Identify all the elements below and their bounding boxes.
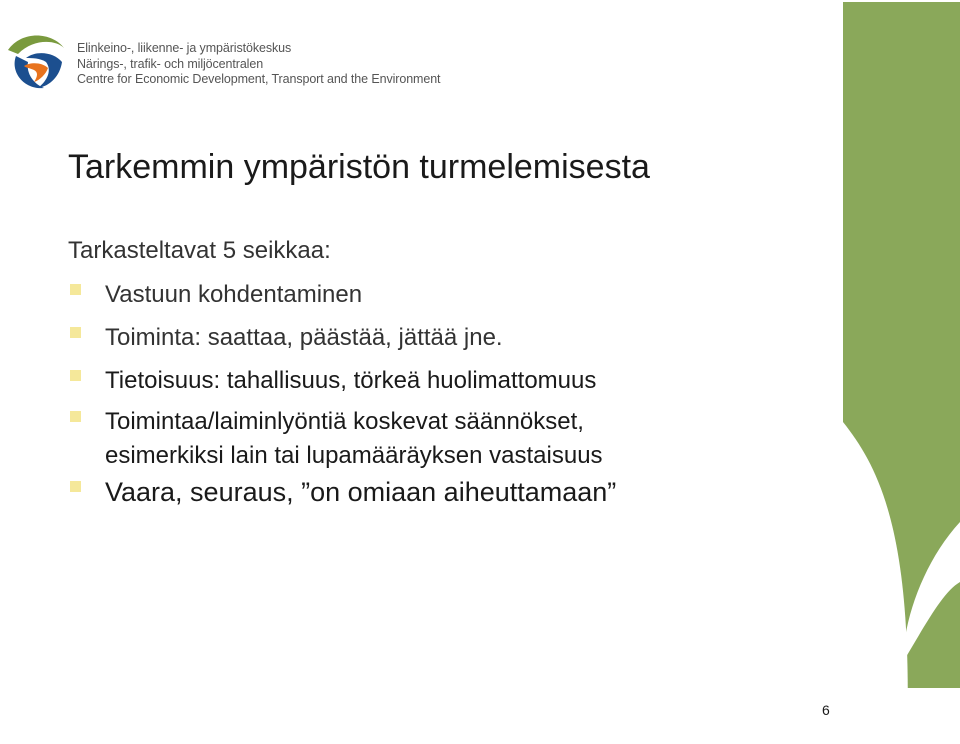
square-bullet-icon bbox=[70, 284, 81, 295]
bullet-text-line: esimerkiksi lain tai lupamääräyksen vastaisuus bbox=[105, 442, 603, 469]
page-number: 6 bbox=[822, 702, 830, 718]
organization-name bbox=[77, 41, 440, 88]
org-name-finnish: Elinkeino-, liikenne- ja ympäristökeskus bbox=[77, 41, 292, 55]
square-bullet-icon bbox=[70, 370, 81, 381]
square-bullet-icon bbox=[70, 481, 81, 492]
slide-title: Tarkemmin ympäristön turmelemisesta bbox=[68, 148, 650, 186]
bullet-list bbox=[68, 280, 788, 509]
bullet-item bbox=[68, 405, 788, 473]
bullet-item bbox=[68, 475, 788, 509]
square-bullet-icon bbox=[70, 411, 81, 422]
org-name-swedish: Närings-, trafik- och miljöcentralen bbox=[77, 56, 264, 71]
org-name-english: Centre for Economic Development, Transport and the Environment bbox=[77, 72, 441, 86]
bullet-text: Vastuun kohdentaminen bbox=[105, 281, 363, 308]
bullet-text: Tietoisuus: tahallisuus, törkeä huolimattomuus bbox=[105, 367, 597, 394]
bullet-item bbox=[68, 323, 788, 353]
green-leaf-decoration bbox=[843, 2, 960, 744]
bullet-text: Toiminta: saattaa, päästää, jättää jne. bbox=[105, 324, 503, 351]
bullet-item bbox=[68, 366, 788, 396]
bullet-item bbox=[68, 280, 788, 310]
bullet-text: Vaara, seuraus, ”on omiaan aiheuttamaan” bbox=[105, 477, 617, 507]
bullet-text-line: Toimintaa/laiminlyöntiä koskevat säännökset, bbox=[105, 408, 584, 435]
square-bullet-icon bbox=[70, 327, 81, 338]
intro-text: Tarkasteltavat 5 seikkaa: bbox=[68, 237, 331, 264]
ely-logo bbox=[6, 28, 68, 92]
